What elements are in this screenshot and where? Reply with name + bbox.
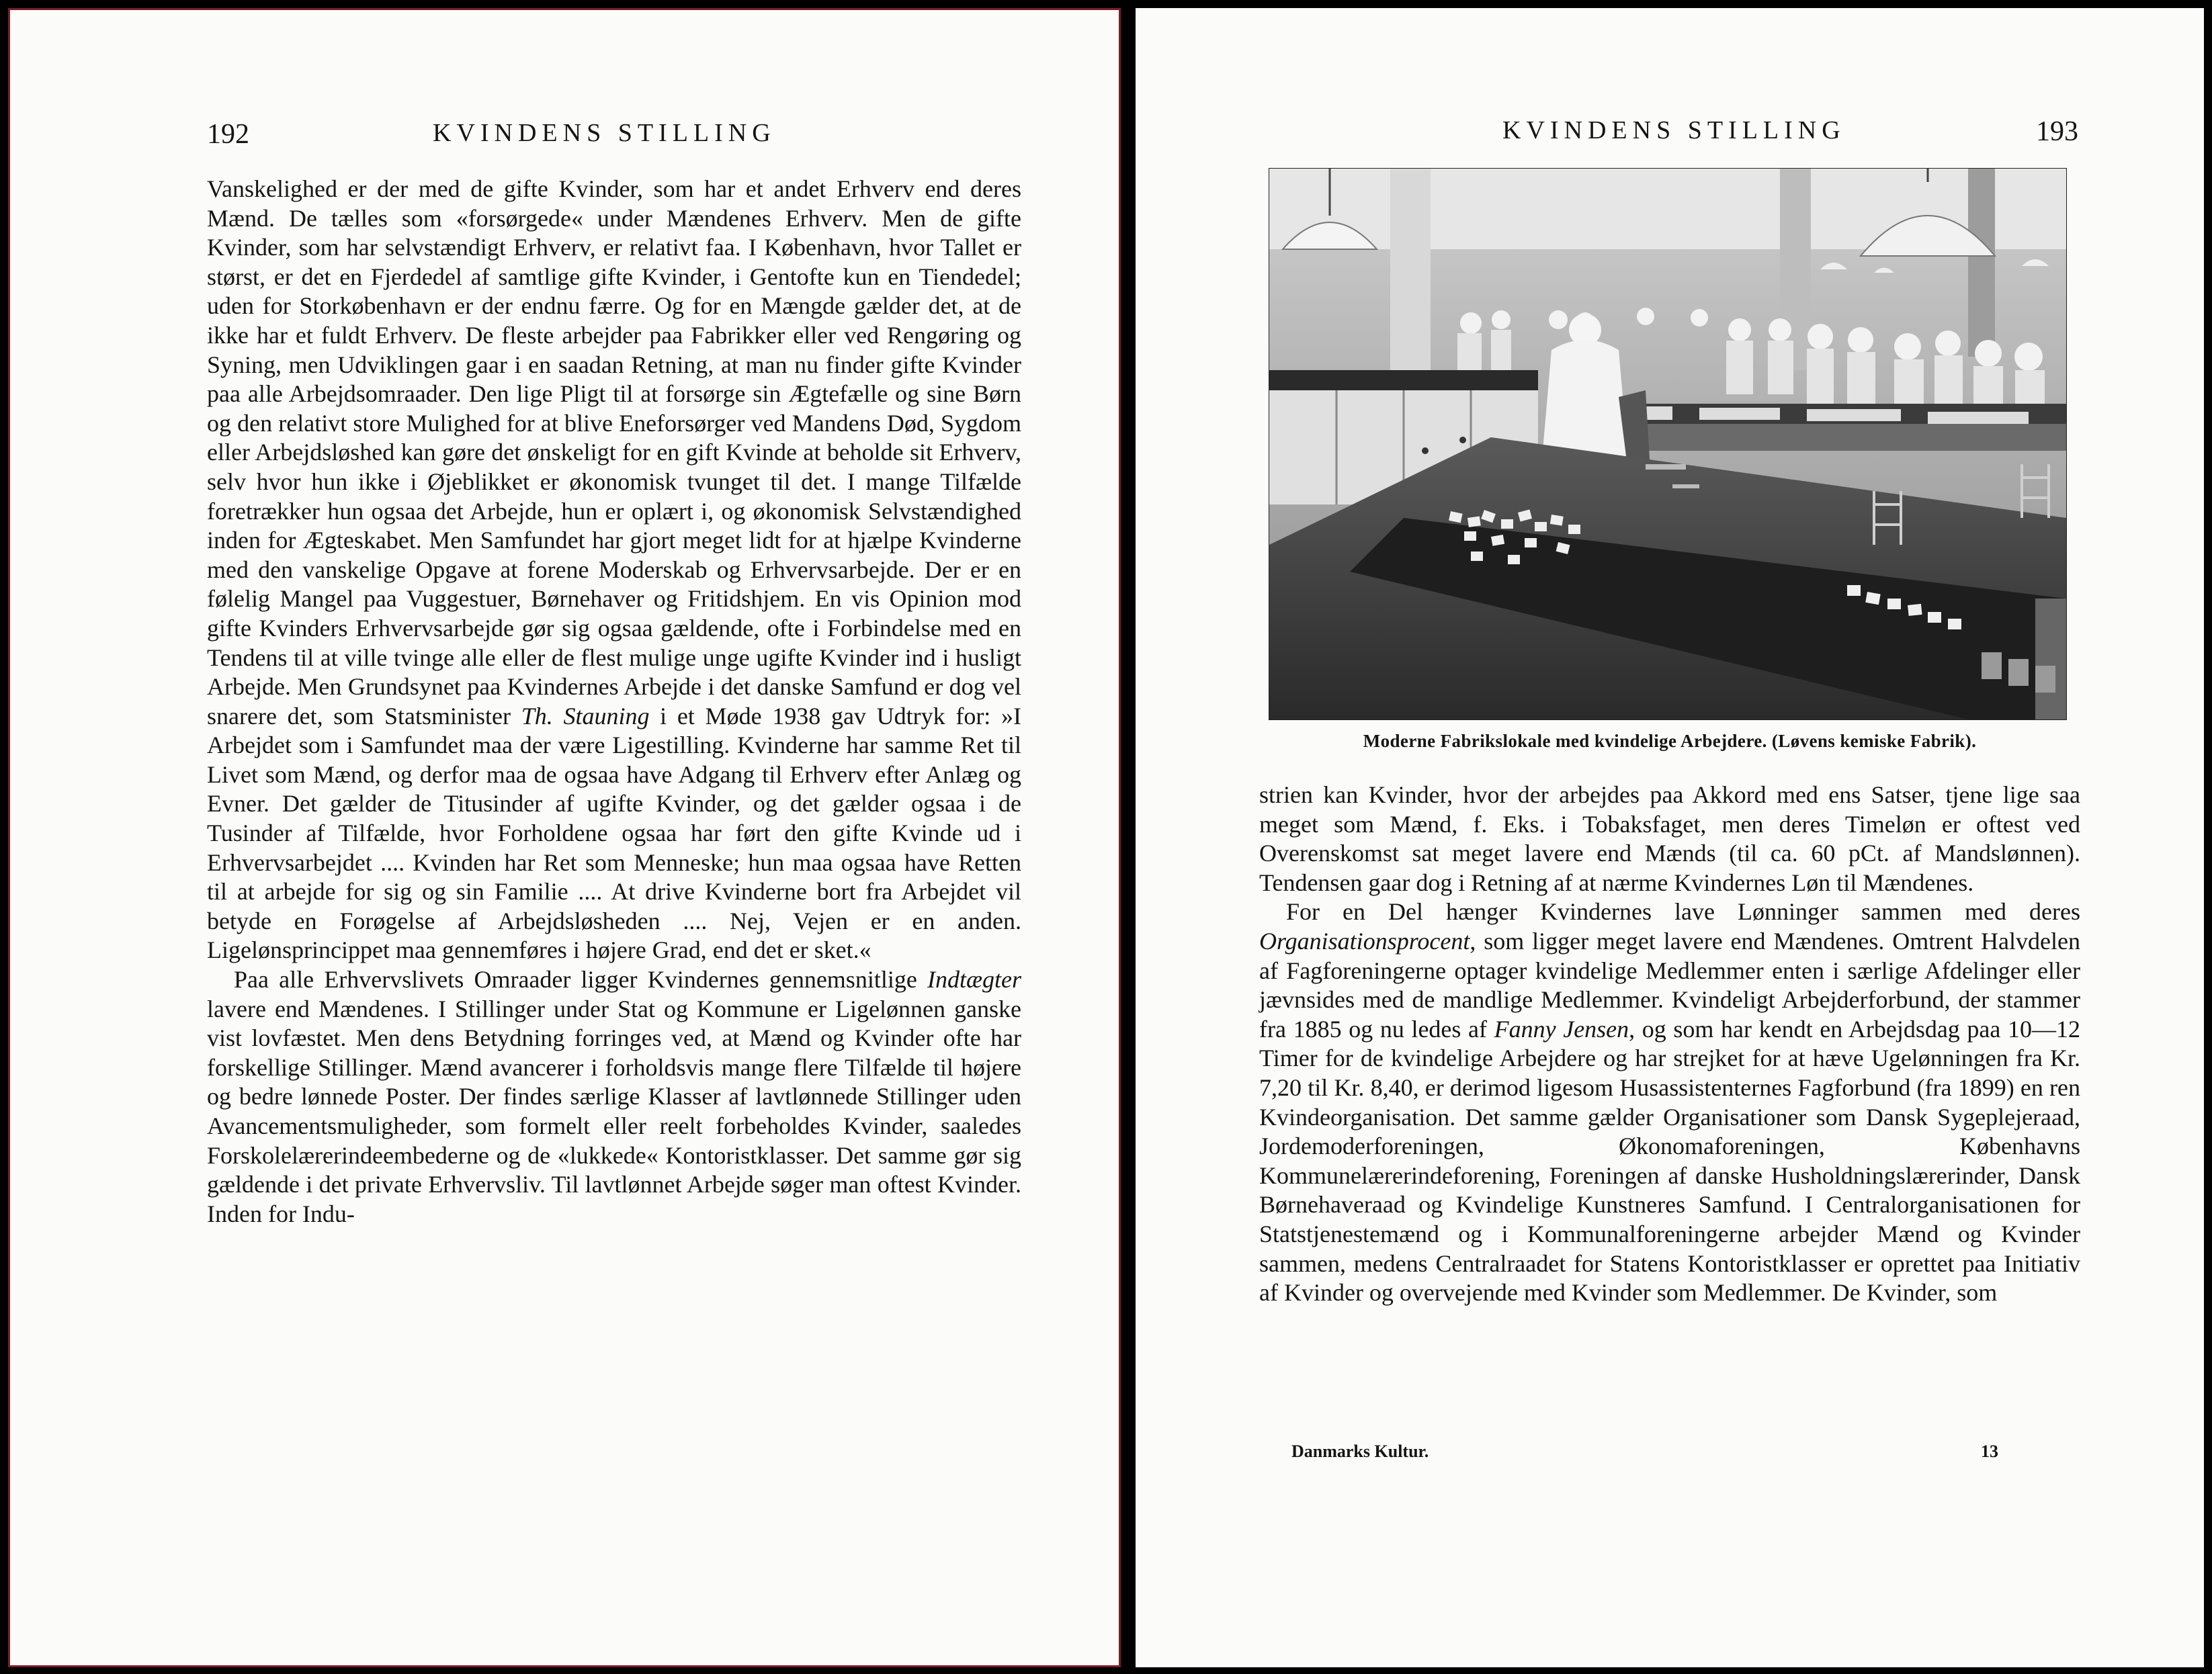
person-name: Th. Stauning [521,702,650,730]
paragraph: Vanskelighed er der med de gifte Kvinder, som har et andet Erhverv end deres Mænd. De tælles som «forsørgede« under Mændenes Erhverv. Men de gifte Kvinder, som har selvstændigt Erhverv, er relativt faa. I København, hvor Tallet er størst, er det en Fjerdedel af samtlige gifte Kvinder, i Gentofte kun en Tiendedel; uden for Storkøbenhavn er der endnu færre. Og for en Mængde gælder det, at de ikke har et fuldt Erhverv. De fleste arbejder paa Fabrikker eller ved Rengøring og Syning, men Udviklingen gaar i en saadan Retning, at man nu finder gifte Kvinder paa alle Arbejdsomraader. Den lige Pligt til at forsørge sin Ægtefælle og sine Børn og den relativt store Mulighed for at blive Eneforsørger ved Mandens Død, Sygdom eller Arbejdsløshed kan gøre det ønskeligt for en gift Kvinde at beholde sit Erhverv, selv hvor hun ikke i Øjeblikket er økonomisk tvunget til det. I mange Tilfælde foretrækker hun ogsaa det Arbejde, hun er oplært i, og økonomisk Selvstændighed inden for Ægteskabet. Men Samfundet har gjort meget lidt for at hjælpe Kvinderne med den vanskelige Opgave at forene Moderskab og Erhvervsarbejde. Der er en følelig Mangel paa Vuggestuer, Børnehaver og Fritidshjem. En vis Opinion mod gifte Kvinders Erhvervsarbejde gør sig ogsaa gældende, ofte i Forbindelse med en Tendens til at ville tvinge alle eller de flest mulige unge ugifte Kvinder ind i husligt Arbejde. Men Grundsynet paa Kvindernes Arbejde i det danske Samfund er dog vel snarere det, som Statsminister Th. Stauning i et Møde 1938 gav Udtryk for: »I Arbejdet som i Samfundet maa der være Ligestilling. Kvinderne har samme Ret til Livet som Mænd, og derfor maa de ogsaa have Adgang til Erhverv efter Anlæg og Evner. Det gælder de Titusinder af ugifte Kvinder, og det gælder ogsaa i de Tusinder af Tilfælde, hvor Forholdene ogsaa har ført den gifte Kvinde ud i Erhvervsarbejdet .... Kvinden har Ret som Menneske; hun maa ogsaa have Retten til at arbejde for sig og sin Familie .... At drive Kvinderne bort fra Arbejdet vil betyde en Forøgelse af Arbejdsløsheden .... Nej, Vejen er en anden. Ligelønsprincippet maa gennemføres i højere Grad, end det er sket.« [207,175,1021,964]
page-number: 192 [207,119,249,150]
factory-photograph [1269,168,2067,720]
person-name: Fanny Jensen [1494,1015,1629,1043]
signature-number: 13 [1981,1442,1998,1461]
paragraph: Paa alle Erhvervslivets Omraader ligger Kvindernes gennemsnitlige Indtægter lavere end Mændenes. I Stillinger under Stat og Kommune er Ligelønnen ganske vist lovfæstet. Men dens Betydning forringes ved, at Mænd og Kvinder ofte har forskellige Stillinger. Mænd avancerer i forholdsvis mange flere Tilfælde til højere og bedre lønnede Poster. Der findes særlige Klasser af lavtlønnede Stillinger uden Avancementsmuligheder, som formelt eller reelt forbeholdes Kvinder, saaledes Forskolelærerindeembederne og de «lukkede« Kontoristklasser. Det samme gør sig gældende i det private Erhvervsliv. Til lavtlønnet Arbejde søger man oftest Kvinder. Inden for Indu- [207,966,1021,1227]
paragraph: strien kan Kvinder, hvor der arbejdes paa Akkord med ens Satser, tjene lige saa meget som Mænd, f. Eks. i Tobaksfaget, men deres Timeløn er oftest ved Overenskomst sat meget lavere end Mænds (til ca. 60 pCt. af Mandslønnen). Tendensen gaar dog i Retning af at nærme Kvindernes Løn til Mændenes. [1259,781,2080,896]
running-head [8,116,1121,156]
emphasis-term: Organisationsprocent [1259,927,1470,955]
left-body-text [207,175,1021,1229]
left-page [8,8,1121,1667]
paragraph: For en Del hænger Kvindernes lave Lønninger sammen med deres Organisationsprocent, som ligger meget lavere end Mændenes. Omtrent Halvdelen af Fagforeningerne optager kvindelige Medlemmer enten i særlige Afdelinger eller jævnsides med de mandlige Medlemmer. Kvindeligt Arbejderforbund, der stammer fra 1885 og nu ledes af Fanny Jensen, og som har kendt en Arbejdsdag paa 10—12 Timer for de kvindelige Arbejdere og har strejket for at hæve Ugelønningen fra Kr. 7,20 til Kr. 8,40, er derimod ligesom Husassistenternes Fagforbund (fra 1899) en ren Kvindeorganisation. Det samme gælder Organisationer som Dansk Sygeplejeraad, Jordemoderforeningen, Økonomaforeningen, Københavns Kommunelærerindeforening, Foreningen af danske Husholdningslærerinder, Dansk Børnehaveraad og Kvindelige Kunstneres Samfund. I Centralorganisationen for Statstjenestemænd og i Kommunalforeningerne arbejder Mænd og Kvinder sammen, medens Centralraadet for Statens Kontoristklasser er oprettet paa Initiativ af Kvinder og overvejende med Kvinder som Medlemmer. De Kvinder, som [1259,898,2081,1307]
emphasis-term: Indtægter [927,966,1021,994]
footer-signature: Danmarks Kultur. [1291,1442,1429,1461]
running-head [1136,116,2204,156]
right-page [1136,8,2204,1667]
running-title: KVINDENS STILLING [1502,116,1846,144]
factory-scene-image [1269,169,2066,719]
page-number: 193 [2036,116,2078,147]
photo-caption: Moderne Fabrikslokale med kvindelige Arbejdere. (Løvens kemiske Fabrik). [1363,731,1977,751]
running-title: KVINDENS STILLING [433,119,776,147]
right-body-text [1259,781,2080,1308]
